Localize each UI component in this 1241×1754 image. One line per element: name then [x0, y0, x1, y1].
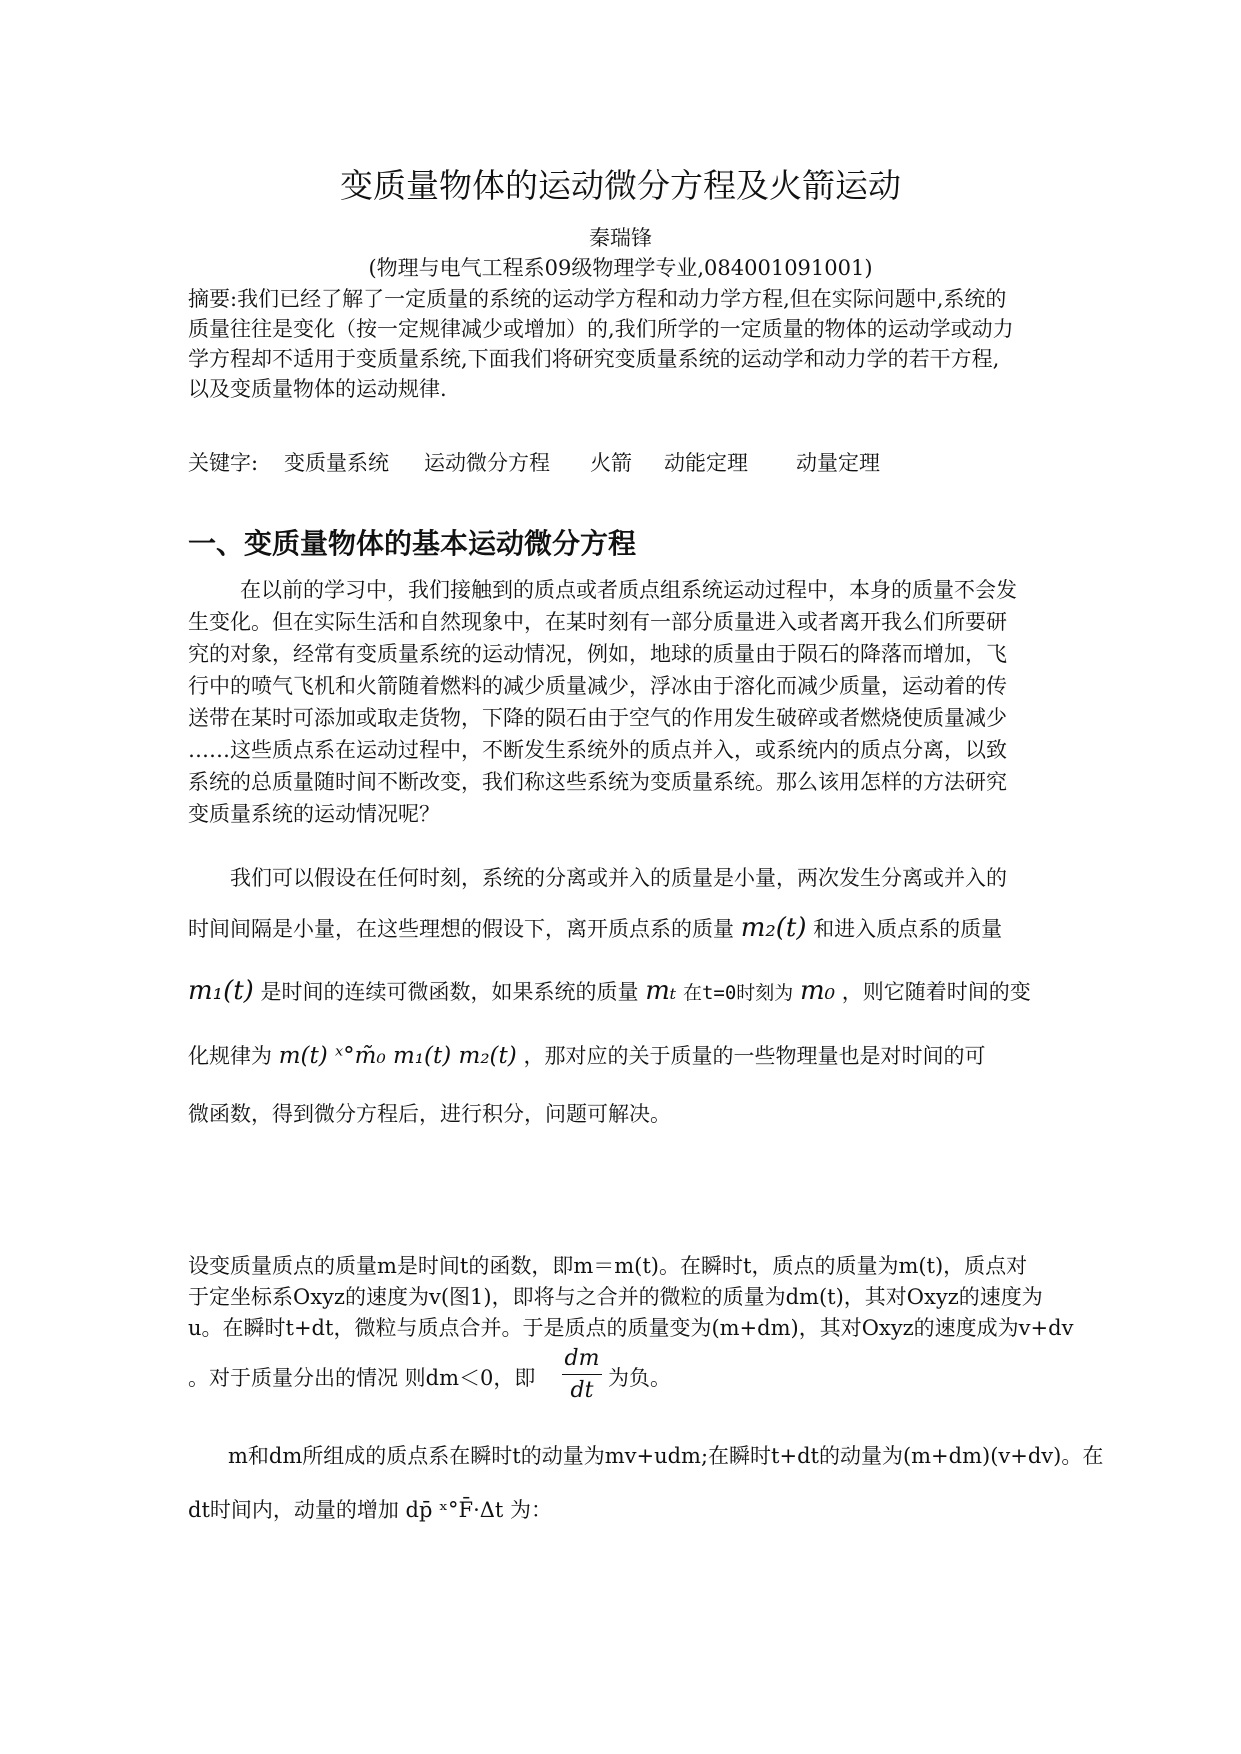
paragraph-line: 送带在某时可添加或取走货物，下降的陨石由于空气的作用发生破碎或者燃烧使质量减少 [188, 706, 1007, 730]
math-m1t: m₁(t) [188, 976, 254, 1006]
paper-title: 变质量物体的运动微分方程及火箭运动 [340, 166, 901, 205]
paragraph-line: dt时间内，动量的增加 dp̄ ˣ°F̄·Δt 为： [188, 1498, 553, 1522]
affiliation: (物理与电气工程系09级物理学专业,084001091001) [368, 256, 873, 280]
abstract-line: 学方程却不适用于变质量系统,下面我们将研究变质量系统的运动学和动力学的若干方程, [188, 347, 1000, 371]
fraction-dm-dt [562, 1346, 602, 1403]
text-run: 和进入质点系的质量 [813, 917, 1003, 941]
text-run: 是时间的连续可微函数，如果系统的质量 [260, 980, 639, 1004]
keyword: 动量定理 [796, 451, 880, 475]
paragraph-line: 。对于质量分出的情况 则dm＜0，即 [188, 1366, 536, 1390]
keyword: 动能定理 [664, 451, 748, 475]
paragraph-line: 生变化。但在实际生活和自然现象中，在某时刻有一部分质量进入或者离开我么们所要研 [188, 610, 1007, 634]
paragraph-line: 我们可以假设在任何时刻，系统的分离或并入的质量是小量，两次发生分离或并入的 [230, 866, 1007, 890]
paragraph-line: u。在瞬时t+dt，微粒与质点合并。于是质点的质量变为(m+dm)，其对Oxyz的速度成为v+dv [188, 1316, 1074, 1340]
keyword: 变质量系统 [284, 451, 389, 475]
fraction-numerator: dm [564, 1346, 600, 1371]
paragraph-line: 在以前的学习中，我们接触到的质点或者质点组系统运动过程中，本身的质量不会发 [240, 578, 1017, 602]
text-run: ，那对应的关于质量的一些物理量也是对时间的可 [523, 1044, 986, 1068]
paragraph-line: 究的对象，经常有变质量系统的运动情况，例如，地球的质量由于陨石的降落而增加，飞 [188, 642, 1007, 666]
keywords-label: 关键字: [188, 451, 259, 475]
paragraph-line: 行中的喷气飞机和火箭随着燃料的减少质量减少，浮冰由于溶化而减少质量，运动着的传 [188, 674, 1007, 698]
author-name: 秦瑞锋 [589, 226, 652, 250]
paragraph-line: 设变质量质点的质量m是时间t的函数，即m＝m(t)。在瞬时t，质点的质量为m(t)，质点对 [188, 1254, 1028, 1278]
paragraph-line: 变质量系统的运动情况呢？ [188, 802, 440, 826]
paragraph-line: 为负。 [608, 1366, 671, 1390]
text-run: 时间间隔是小量，在这些理想的假设下，离开质点系的质量 [188, 917, 734, 941]
math-mass-law: m(t) ˣ°m̃₀ m₁(t) m₂(t) [278, 1043, 517, 1069]
abstract-line: 摘要:我们已经了解了一定质量的系统的运动学方程和动力学方程,但在实际问题中,系统的 [188, 287, 1007, 311]
section-heading: 一、变质量物体的基本运动微分方程 [188, 527, 637, 560]
abstract-line: 质量往往是变化（按一定规律减少或增加）的,我们所学的一定质量的物体的运动学或动力 [188, 317, 1014, 341]
text-run: 化规律为 [188, 1044, 272, 1068]
fraction-denominator: dt [570, 1378, 594, 1403]
keyword: 运动微分方程 [424, 451, 550, 475]
paragraph-line: 系统的总质量随时间不断改变，我们称这些系统为变质量系统。那么该用怎样的方法研究 [188, 770, 1007, 794]
paragraph-line: m和dm所组成的质点系在瞬时t的动量为mv+udm;在瞬时t+dt的动量为(m+dm)(v+dv)。在 [228, 1444, 1104, 1468]
fraction-bar [562, 1374, 602, 1375]
math-m0: m₀ [799, 976, 836, 1006]
math-mt: mₜ [645, 976, 677, 1006]
paragraph-line [188, 913, 1002, 943]
text-run: ，则它随着时间的变 [841, 980, 1031, 1004]
paragraph-line [188, 1040, 985, 1070]
paragraph-line [188, 976, 1031, 1006]
paragraph-line: ……这些质点系在运动过程中，不断发生系统外的质点并入，或系统内的质点分离，以致 [188, 738, 1007, 762]
text-run: 在t=0时刻为 [682, 982, 794, 1004]
paragraph-line: 于定坐标系Oxyz的速度为v(图1)，即将与之合并的微粒的质量为dm(t)，其对Oxyz的速度为 [188, 1285, 1043, 1309]
abstract-line: 以及变质量物体的运动规律. [188, 377, 447, 401]
keyword: 火箭 [590, 451, 632, 475]
paragraph-line: 微函数，得到微分方程后，进行积分，问题可解决。 [188, 1102, 671, 1126]
math-m2t: m₂(t) [740, 913, 807, 943]
